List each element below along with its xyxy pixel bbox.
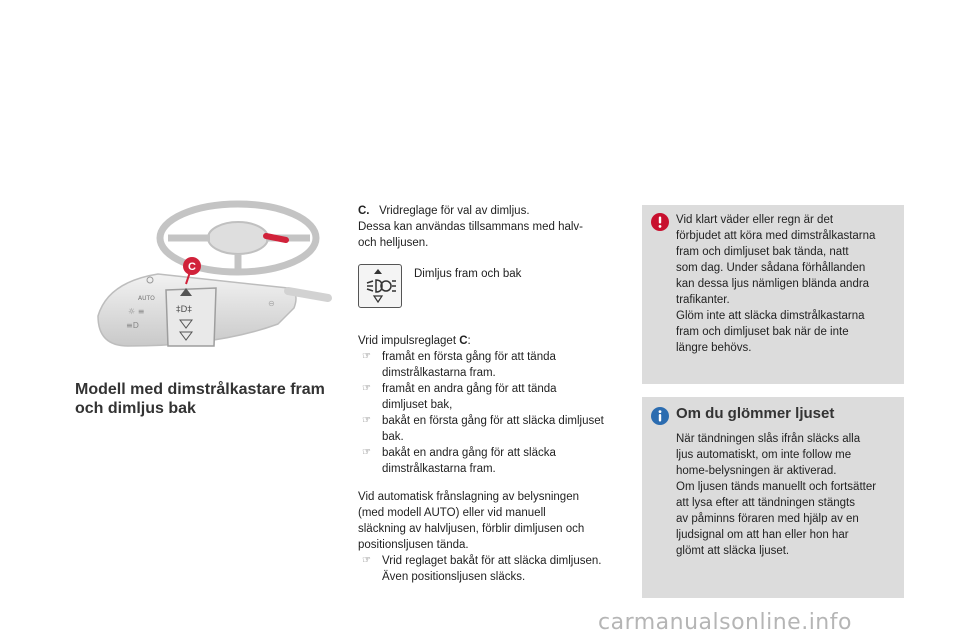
warning-line: Glöm inte att släcka dimstrålkastarna xyxy=(676,310,865,322)
fog-light-ring[interactable] xyxy=(166,288,216,346)
steering-wheel-icon xyxy=(160,204,316,272)
list-item-line: bakåt en andra gång för att släcka xyxy=(382,447,556,459)
warning-line: längre behövs. xyxy=(676,342,752,354)
list-item-line: framåt en första gång för att tända xyxy=(382,351,556,363)
auto-line: släckning av halvljusen, förblir dimljusen och xyxy=(358,523,585,535)
turn-intro-c: C xyxy=(459,335,468,347)
warning-line: förbjudet att köra med dimstrålkastarna xyxy=(676,230,876,242)
c-text: Vridreglage för val av dimljus. xyxy=(379,205,530,217)
main-column xyxy=(358,203,623,585)
list-item-line: framåt en andra gång för att tända xyxy=(382,383,557,395)
info-line: glömt att släcka ljuset. xyxy=(676,545,790,557)
auto-line: positionsljusen tända. xyxy=(358,539,469,551)
svg-text:≡D: ≡D xyxy=(126,321,139,330)
c-description xyxy=(358,203,623,219)
bullet-icon: ☞ xyxy=(362,415,371,426)
info-panel xyxy=(642,397,904,598)
fog-lamp-label: Dimljus fram och bak xyxy=(414,268,522,280)
usage-line-1: Dessa kan användas tillsammans med halv- xyxy=(358,221,583,233)
info-line: home-belysningen är aktiverad. xyxy=(676,465,837,477)
info-icon xyxy=(651,407,669,425)
list-item-line: dimljuset bak, xyxy=(382,399,453,411)
list-item-line: dimstrålkastarna fram. xyxy=(382,367,496,379)
usage-line-2: och helljusen. xyxy=(358,237,429,249)
warning-line: som dag. Under sådana förhållanden xyxy=(676,262,866,274)
list-item-line: dimstrålkastarna fram. xyxy=(382,463,496,475)
warning-line: Vid klart väder eller regn är det xyxy=(676,214,834,226)
info-line: ljudsignal om att han eller hon har xyxy=(676,529,849,541)
list-item xyxy=(358,349,623,381)
fog-lamp-icon xyxy=(358,264,402,308)
list-item xyxy=(358,381,623,413)
bullet-icon: ☞ xyxy=(362,351,371,362)
svg-text:⊖: ⊖ xyxy=(268,299,275,308)
section-heading xyxy=(75,380,345,418)
turn-intro-colon: : xyxy=(467,335,471,347)
list-item-line: bakåt en första gång för att släcka dimljuset xyxy=(382,415,604,427)
watermark: carmanualsonline.info xyxy=(598,610,852,635)
warning-line: kan dessa ljus nämligen blända andra xyxy=(676,278,870,290)
heading-line-1: Modell med dimstrålkastare fram xyxy=(75,381,325,398)
warning-panel xyxy=(642,205,904,384)
c-label: C. xyxy=(358,205,370,217)
warning-text xyxy=(676,212,898,356)
info-line: av påminns föraren med hjälp av en xyxy=(676,513,859,525)
warning-icon xyxy=(651,213,669,231)
off-steps-list xyxy=(358,553,623,585)
auto-label: AUTO xyxy=(138,295,155,302)
list-item-line: Även positionsljusen släcks. xyxy=(382,571,526,583)
svg-text:‡D‡: ‡D‡ xyxy=(176,305,192,315)
info-line: När tändningen slås ifrån släcks alla xyxy=(676,433,861,445)
info-line: att lysa efter att tändningen stängts xyxy=(676,497,856,509)
info-text xyxy=(676,431,898,559)
auto-line: Vid automatisk frånslagning av belysningen xyxy=(358,491,579,503)
bullet-icon: ☞ xyxy=(362,447,371,458)
list-item xyxy=(358,553,623,585)
fog-lamp-row xyxy=(358,264,623,320)
list-item-line: bak. xyxy=(382,431,404,443)
warning-line: trafikanter. xyxy=(676,294,730,306)
bullet-icon: ☞ xyxy=(362,383,371,394)
list-item xyxy=(358,413,623,445)
turn-steps-list xyxy=(358,349,623,477)
auto-paragraph xyxy=(358,489,623,553)
turn-intro xyxy=(358,333,623,349)
info-line: Om ljusen tänds manuellt och fortsätter xyxy=(676,481,877,493)
list-item xyxy=(358,445,623,477)
warning-line: fram och dimljuset bak tända, natt xyxy=(676,246,849,258)
auto-line: (med modell AUTO) eller vid manuell xyxy=(358,507,546,519)
heading-line-2: och dimljus bak xyxy=(75,400,196,417)
info-title: Om du glömmer ljuset xyxy=(676,405,835,422)
warning-line: fram och dimljuset bak när de inte xyxy=(676,326,849,338)
svg-text:☼ ≡: ☼ ≡ xyxy=(128,307,145,316)
callout-c-letter: C xyxy=(188,261,196,273)
list-item-line: Vrid reglaget bakåt för att släcka dimljusen. xyxy=(382,555,602,567)
info-line: ljus automatiskt, om inte follow me xyxy=(676,449,852,461)
bullet-icon: ☞ xyxy=(362,555,371,566)
turn-intro-text: Vrid impulsreglaget xyxy=(358,335,460,347)
stalk-illustration xyxy=(88,196,338,366)
